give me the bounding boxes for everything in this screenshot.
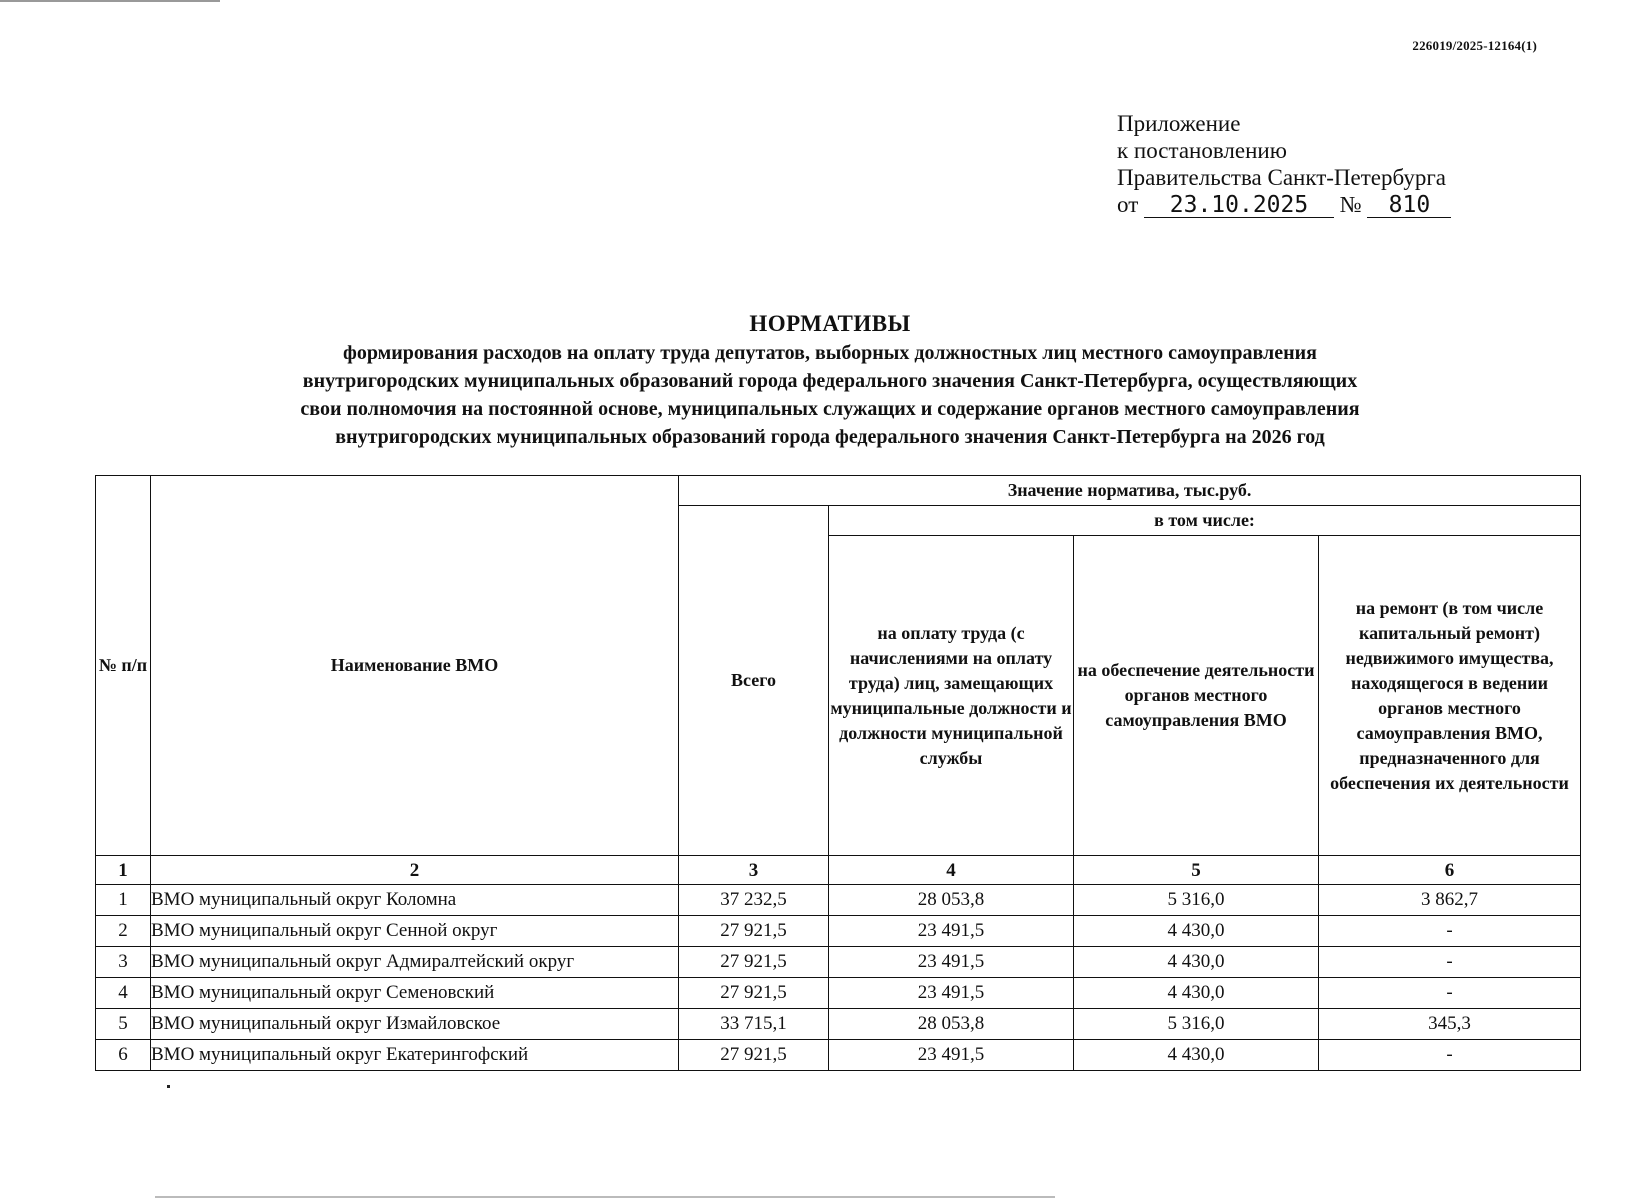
title-main: НОРМАТИВЫ	[749, 311, 911, 336]
row-name: ВМО муниципальный округ Сенной округ	[151, 916, 679, 947]
header-norm-value: Значение норматива, тыс.руб.	[679, 476, 1581, 506]
header-name: Наименование ВМО	[151, 476, 679, 856]
number-label: №	[1339, 192, 1362, 217]
row-total: 27 921,5	[679, 978, 829, 1009]
row-support: 5 316,0	[1074, 885, 1319, 916]
row-labor: 23 491,5	[829, 1040, 1074, 1071]
appendix-line-3: Правительства Санкт-Петербурга	[1117, 165, 1446, 190]
appendix-date-line	[1117, 191, 1451, 218]
row-repair: 3 862,7	[1319, 885, 1581, 916]
column-number: 6	[1319, 856, 1581, 885]
header-total: Всего	[679, 506, 829, 856]
column-number: 3	[679, 856, 829, 885]
row-support: 4 430,0	[1074, 947, 1319, 978]
header-num: № п/п	[96, 476, 151, 856]
row-support: 4 430,0	[1074, 916, 1319, 947]
row-total: 27 921,5	[679, 916, 829, 947]
row-support: 5 316,0	[1074, 1009, 1319, 1040]
header-including: в том числе:	[829, 506, 1581, 536]
row-num: 4	[96, 978, 151, 1009]
row-name: ВМО муниципальный округ Адмиралтейский округ	[151, 947, 679, 978]
row-labor: 23 491,5	[829, 916, 1074, 947]
row-repair: -	[1319, 1040, 1581, 1071]
column-number: 4	[829, 856, 1074, 885]
column-number: 2	[151, 856, 679, 885]
row-total: 37 232,5	[679, 885, 829, 916]
title-line-4: внутригородских муниципальных образований города федерального значения Санкт-Петербурга на 2026 год	[335, 426, 1325, 448]
row-num: 2	[96, 916, 151, 947]
table-row	[96, 947, 1581, 978]
column-number: 5	[1074, 856, 1319, 885]
document-title	[180, 310, 1480, 450]
row-labor: 23 491,5	[829, 947, 1074, 978]
row-repair: -	[1319, 916, 1581, 947]
header-labor: на оплату труда (с начислениями на оплату труда) лиц, замещающих муниципальные должности и должности муниципальной службы	[829, 536, 1074, 856]
row-num: 5	[96, 1009, 151, 1040]
row-num: 6	[96, 1040, 151, 1071]
table-row	[96, 885, 1581, 916]
row-labor: 23 491,5	[829, 978, 1074, 1009]
title-line-2: внутригородских муниципальных образований города федерального значения Санкт-Петербурга, осуществляющих	[302, 370, 1358, 392]
row-repair: 345,3	[1319, 1009, 1581, 1040]
row-name: ВМО муниципальный округ Екатерингофский	[151, 1040, 679, 1071]
title-line-1: формирования расходов на оплату труда депутатов, выборных должностных лиц местного самоуправления	[343, 342, 1317, 364]
scan-edge-mark-bottom	[155, 1196, 1055, 1198]
row-support: 4 430,0	[1074, 978, 1319, 1009]
row-labor: 28 053,8	[829, 885, 1074, 916]
table-row	[96, 978, 1581, 1009]
appendix-line-1: Приложение	[1117, 111, 1241, 136]
table-row	[96, 1040, 1581, 1071]
row-num: 3	[96, 947, 151, 978]
resolution-number: 810	[1367, 193, 1451, 218]
table-row	[96, 1009, 1581, 1040]
appendix-block	[1117, 110, 1451, 218]
row-total: 27 921,5	[679, 1040, 829, 1071]
row-name: ВМО муниципальный округ Коломна	[151, 885, 679, 916]
column-number: 1	[96, 856, 151, 885]
table-row	[96, 916, 1581, 947]
row-repair: -	[1319, 978, 1581, 1009]
resolution-date: 23.10.2025	[1144, 193, 1334, 218]
from-label: от	[1117, 192, 1139, 217]
header-repair: на ремонт (в том числе капитальный ремонт) недвижимого имущества, находящегося в ведении органов местного самоуправления ВМО, предназначенного для обеспечения их деятельности	[1319, 536, 1581, 856]
header-support: на обеспечение деятельности органов местного самоуправления ВМО	[1074, 536, 1319, 856]
norms-table	[95, 475, 1581, 1071]
row-name: ВМО муниципальный округ Измайловское	[151, 1009, 679, 1040]
scan-dot	[167, 1085, 170, 1088]
row-support: 4 430,0	[1074, 1040, 1319, 1071]
row-labor: 28 053,8	[829, 1009, 1074, 1040]
appendix-line-2: к постановлению	[1117, 138, 1287, 163]
row-name: ВМО муниципальный округ Семеновский	[151, 978, 679, 1009]
row-total: 27 921,5	[679, 947, 829, 978]
row-num: 1	[96, 885, 151, 916]
document-code: 226019/2025-12164(1)	[1412, 38, 1537, 53]
scan-edge-mark	[0, 0, 220, 2]
row-total: 33 715,1	[679, 1009, 829, 1040]
row-repair: -	[1319, 947, 1581, 978]
title-line-3: свои полномочия на постоянной основе, муниципальных служащих и содержание органов местного самоуправления	[300, 398, 1360, 420]
